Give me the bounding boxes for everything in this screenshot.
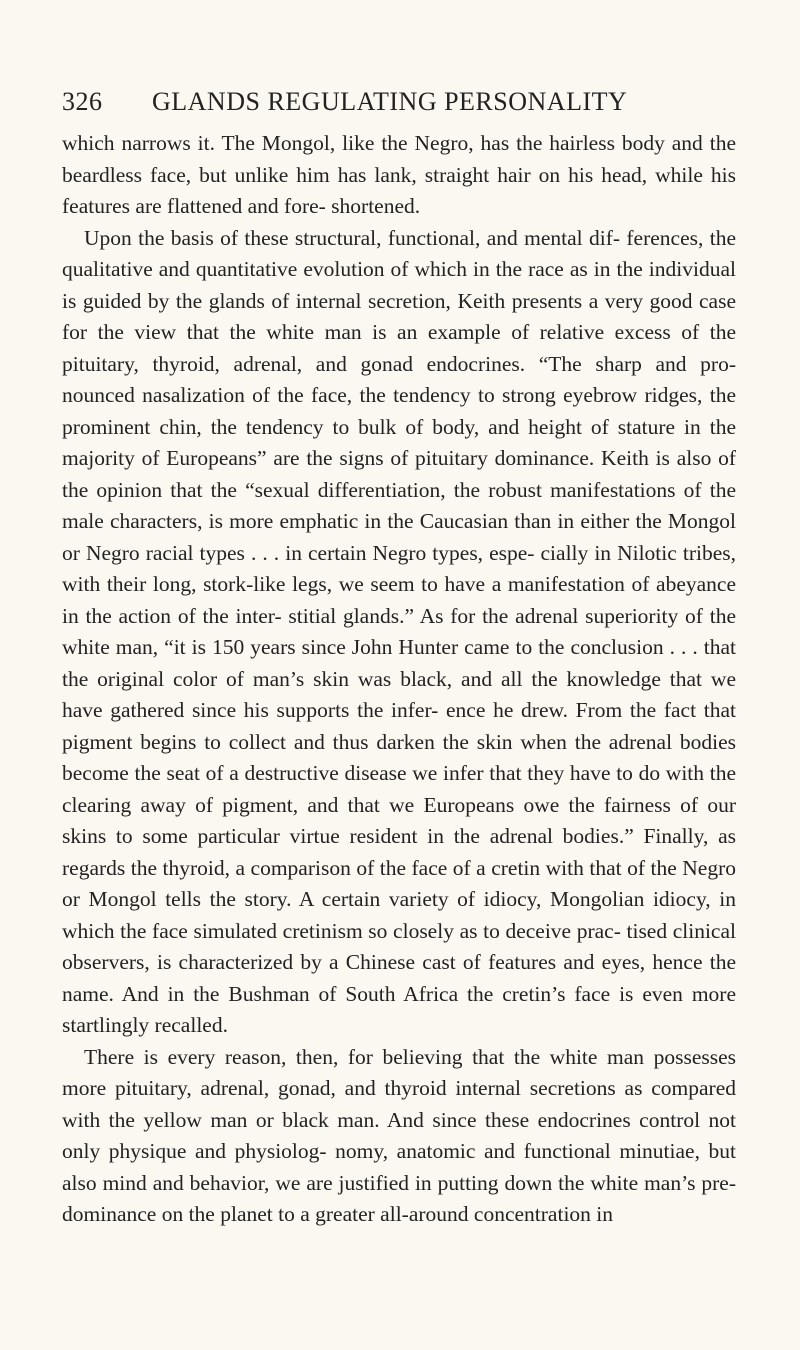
body-text xyxy=(62,128,736,1231)
page-number: 326 xyxy=(62,87,103,116)
paragraph: Upon the basis of these structural, functional, and mental dif- ferences, the qualitative and quantitative evolution of which in the race as in the individual is guided by the glands of internal secretion, Keith presents a very good case for the view that the white man is an example of relative excess of the pituitary, thyroid, adrenal, and gonad endocrines. “The sharp and pro- nounced nasalization of the face, the tendency to strong eyebrow ridges, the prominent chin, the tendency to bulk of body, and height of stature in the majority of Europeans” are the signs of pituitary dominance. Keith is also of the opinion that the “sexual differentiation, the robust manifestations of the male characters, is more emphatic in the Caucasian than in either the Mongol or Negro racial types . . . in certain Negro types, espe- cially in Nilotic tribes, with their long, stork-like legs, we seem to have a manifestation of abeyance in the action of the inter- stitial glands.” As for the adrenal superiority of the white man, “it is 150 years since John Hunter came to the conclusion . . . that the original color of man’s skin was black, and all the knowledge that we have gathered since his supports the infer- ence he drew. From the fact that pigment begins to collect and thus darken the skin when the adrenal bodies become the seat of a destructive disease we infer that they have to do with the clearing away of pigment, and that we Europeans owe the fairness of our skins to some particular virtue resident in the adrenal bodies.” Finally, as regards the thyroid, a comparison of the face of a cretin with that of the Negro or Mongol tells the story. A certain variety of idiocy, Mongolian idiocy, in which the face simulated cretinism so closely as to deceive prac- tised clinical observers, is characterized by a Chinese cast of features and eyes, hence the name. And in the Bushman of South Africa the cretin’s face is even more startlingly recalled. xyxy=(62,225,736,1037)
running-title: GLANDS REGULATING PERSONALITY xyxy=(152,87,628,116)
paragraph-continued: which narrows it. The Mongol, like the Negro, has the hairless body and the beardless face, but unlike him has lank, straight hair on his head, while his features are flattened and fore- shortened. xyxy=(62,131,736,218)
paragraph: There is every reason, then, for believing that the white man possesses more pituitary, adrenal, gonad, and thyroid internal secretions as compared with the yellow man or black man. And since these endocrines control not only physique and physiolog- nomy, anatomic and functional minutiae, but also mind and behavior, we are justified in putting down the white man’s pre- dominance on the planet to a greater all-around concentration in xyxy=(62,1044,736,1226)
running-head xyxy=(62,84,738,120)
